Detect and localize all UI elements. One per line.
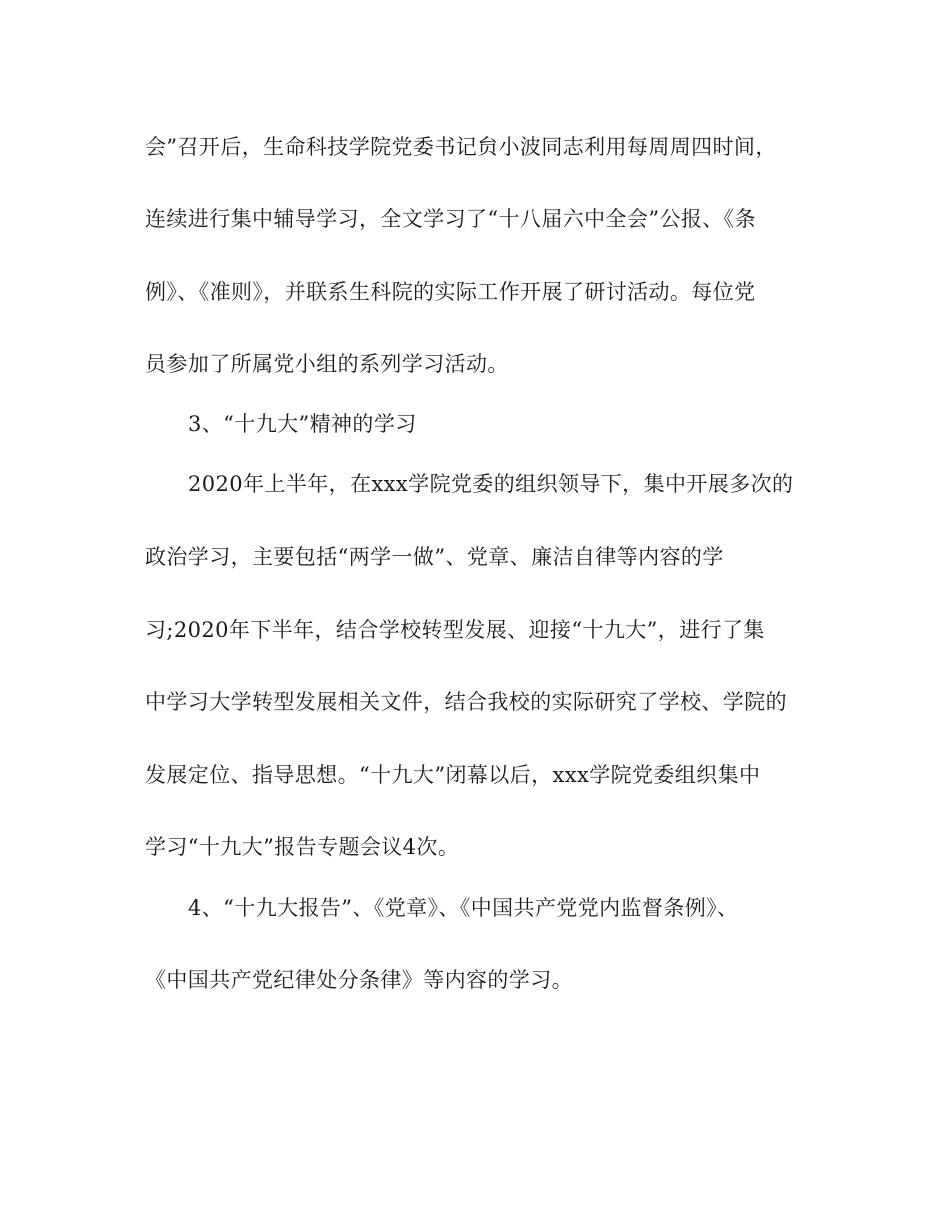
section-heading: 4、“十九大报告”、《党章》、《中国共产党党内监督条例》、 <box>188 896 739 920</box>
paragraph-line: 连续进行集中辅导学习，全文学习了“十八届六中全会”公报、《条 <box>145 207 756 231</box>
section-heading: 3、“十九大”精神的学习 <box>188 412 417 436</box>
paragraph-line: 习;2020年下半年，结合学校转型发展、迎接“十九大”，进行了集 <box>145 618 765 642</box>
paragraph-line: 学习“十九大”报告专题会议4次。 <box>145 835 460 859</box>
paragraph-line: 例》、《准则》，并联系生科院的实际工作开展了研讨活动。每位党 <box>145 280 756 304</box>
paragraph-line: 发展定位、指导思想。“十九大”闭幕以后，xxx学院党委组织集中 <box>145 763 761 787</box>
paragraph-line: 政治学习，主要包括“两学一做”、党章、廉洁自律等内容的学 <box>145 545 724 569</box>
paragraph-line: 2020年上半年，在xxx学院党委的组织领导下，集中开展多次的 <box>188 472 794 496</box>
paragraph-line: 会”召开后，生命科技学院党委书记贠小波同志利用每周周四时间， <box>145 135 777 159</box>
paragraph-line: 员参加了所属党小组的系列学习活动。 <box>145 352 509 376</box>
paragraph-line: 中学习大学转型发展相关文件，结合我校的实际研究了学校、学院的 <box>145 690 787 714</box>
paragraph-line: 《中国共产党纪律处分条律》等内容的学习。 <box>145 968 573 992</box>
